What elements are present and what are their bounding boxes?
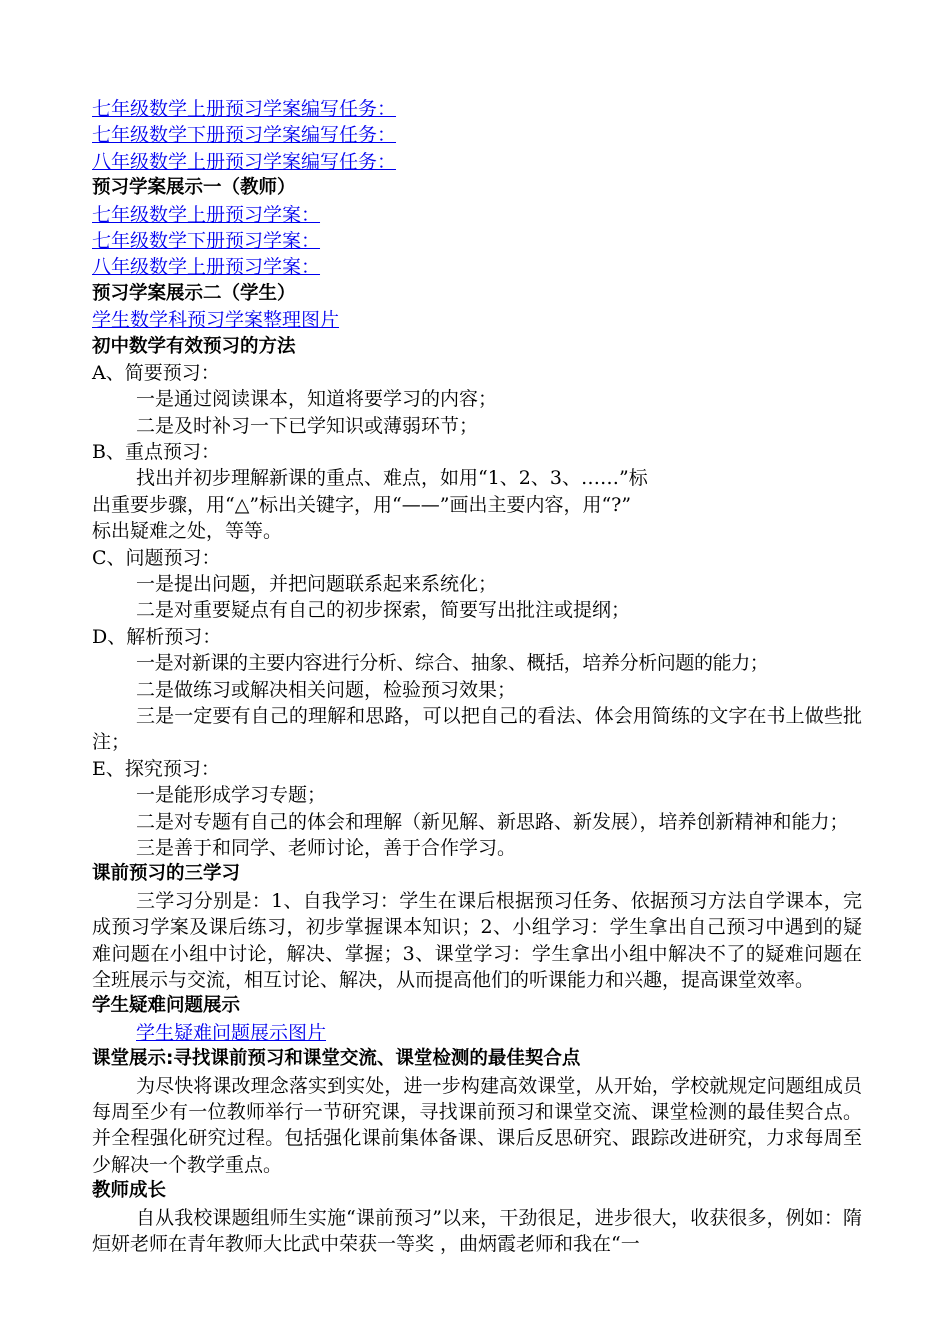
section-a-item: 一是通过阅读课本，知道将要学习的内容；	[136, 388, 498, 411]
section-a-title: A、简要预习：	[92, 361, 220, 384]
paragraph-teacher-growth: 自从我校课题组师生实施“课前预习”以来，干劲很足，进步很大，收获很多，例如：隋烜妍老师在青年教师大比武中荣获一等奖 ，曲炳霞老师和我在“一	[92, 1206, 862, 1255]
section-d-item: 三是一定要有自己的理解和思路，可以把自己的看法、体会用简练的文字在书上做些批注；	[92, 704, 862, 754]
heading-teacher-display: 预习学案展示一（教师）	[92, 177, 296, 199]
section-d-title: D、解析预习：	[92, 625, 222, 648]
section-c-item: 二是对重要疑点有自己的初步探索，简要写出批注或提纲；	[136, 599, 631, 622]
link-grade7-vol2-plan[interactable]: 七年级数学下册预习学案：	[92, 229, 321, 252]
document-page	[92, 96, 862, 1257]
link-grade7-vol1-task[interactable]: 七年级数学上册预习学案编写任务：	[92, 98, 397, 120]
heading-teacher-growth: 教师成长	[92, 1180, 167, 1202]
section-d-item: 一是对新课的主要内容进行分析、综合、抽象、概括，培养分析问题的能力；	[136, 652, 769, 675]
paragraph-classroom-display: 为尽快将课改理念落实到实处，进一步构建高效课堂，从开始，学校就规定问题组成员每周至少有一位教师举行一节研究课，寻找课前预习和课堂交流、课堂检测的最佳契合点。并全程强化研究过程。包括强化课前集体备课、课后反思研究、跟踪改进研究，力求每周至少解决一个教学重点。	[92, 1074, 862, 1176]
section-b-line: 标出疑难之处，等等。	[92, 520, 283, 543]
heading-student-problems: 学生疑难问题展示	[92, 995, 241, 1017]
section-d-item: 二是做练习或解决相关问题，检验预习效果；	[136, 678, 517, 701]
section-e-item: 三是善于和同学、老师讨论，善于合作学习。	[136, 836, 517, 859]
link-grade7-vol2-task[interactable]: 七年级数学下册预习学案编写任务：	[92, 124, 397, 147]
link-grade8-vol1-plan[interactable]: 八年级数学上册预习学案：	[92, 256, 321, 279]
section-c-title: C、问题预习：	[92, 546, 221, 569]
link-grade7-vol1-plan[interactable]: 七年级数学上册预习学案：	[92, 203, 321, 226]
link-student-problem-images[interactable]: 学生疑难问题展示图片	[136, 1021, 327, 1044]
section-b-line: 出重要步骤，用“△”标出关键字，用“——”画出主要内容，用“?”	[92, 493, 632, 516]
section-e-item: 一是能形成学习专题；	[136, 784, 327, 807]
heading-classroom-display: 课堂展示:寻找课前预习和课堂交流、课堂检测的最佳契合点	[92, 1048, 581, 1070]
heading-preview-methods: 初中数学有效预习的方法	[92, 335, 296, 357]
section-c-item: 一是提出问题，并把问题联系起来系统化；	[136, 573, 498, 596]
link-student-plan-images[interactable]: 学生数学科预习学案整理图片	[92, 309, 340, 332]
section-e-item: 二是对专题有自己的体会和理解（新见解、新思路、新发展），培养创新精神和能力；	[136, 810, 849, 833]
section-b-line: 找出并初步理解新课的重点、难点，如用“1、2、3、……”标	[136, 467, 648, 490]
section-a-item: 二是及时补习一下已学知识或薄弱环节；	[136, 414, 479, 437]
section-e-title: E、探究预习：	[92, 757, 220, 780]
section-b-title: B、重点预习：	[92, 441, 220, 464]
link-grade8-vol1-task[interactable]: 八年级数学上册预习学案编写任务：	[92, 150, 397, 173]
paragraph-three-learnings: 三学习分别是：1、自我学习：学生在课后根据预习任务、依据预习方法自学课本，完成预习学案及课后练习，初步掌握课本知识；2、小组学习：学生拿出自己预习中遇到的疑难问题在小组中讨论，解决、掌握；3、课堂学习：学生拿出小组中解决不了的疑难问题在全班展示与交流，相互讨论、解决，从而提高他们的听课能力和兴趣，提高课堂效率。	[92, 889, 862, 991]
heading-student-display: 预习学案展示二（学生）	[92, 282, 296, 304]
heading-three-learnings: 课前预习的三学习	[92, 863, 241, 885]
